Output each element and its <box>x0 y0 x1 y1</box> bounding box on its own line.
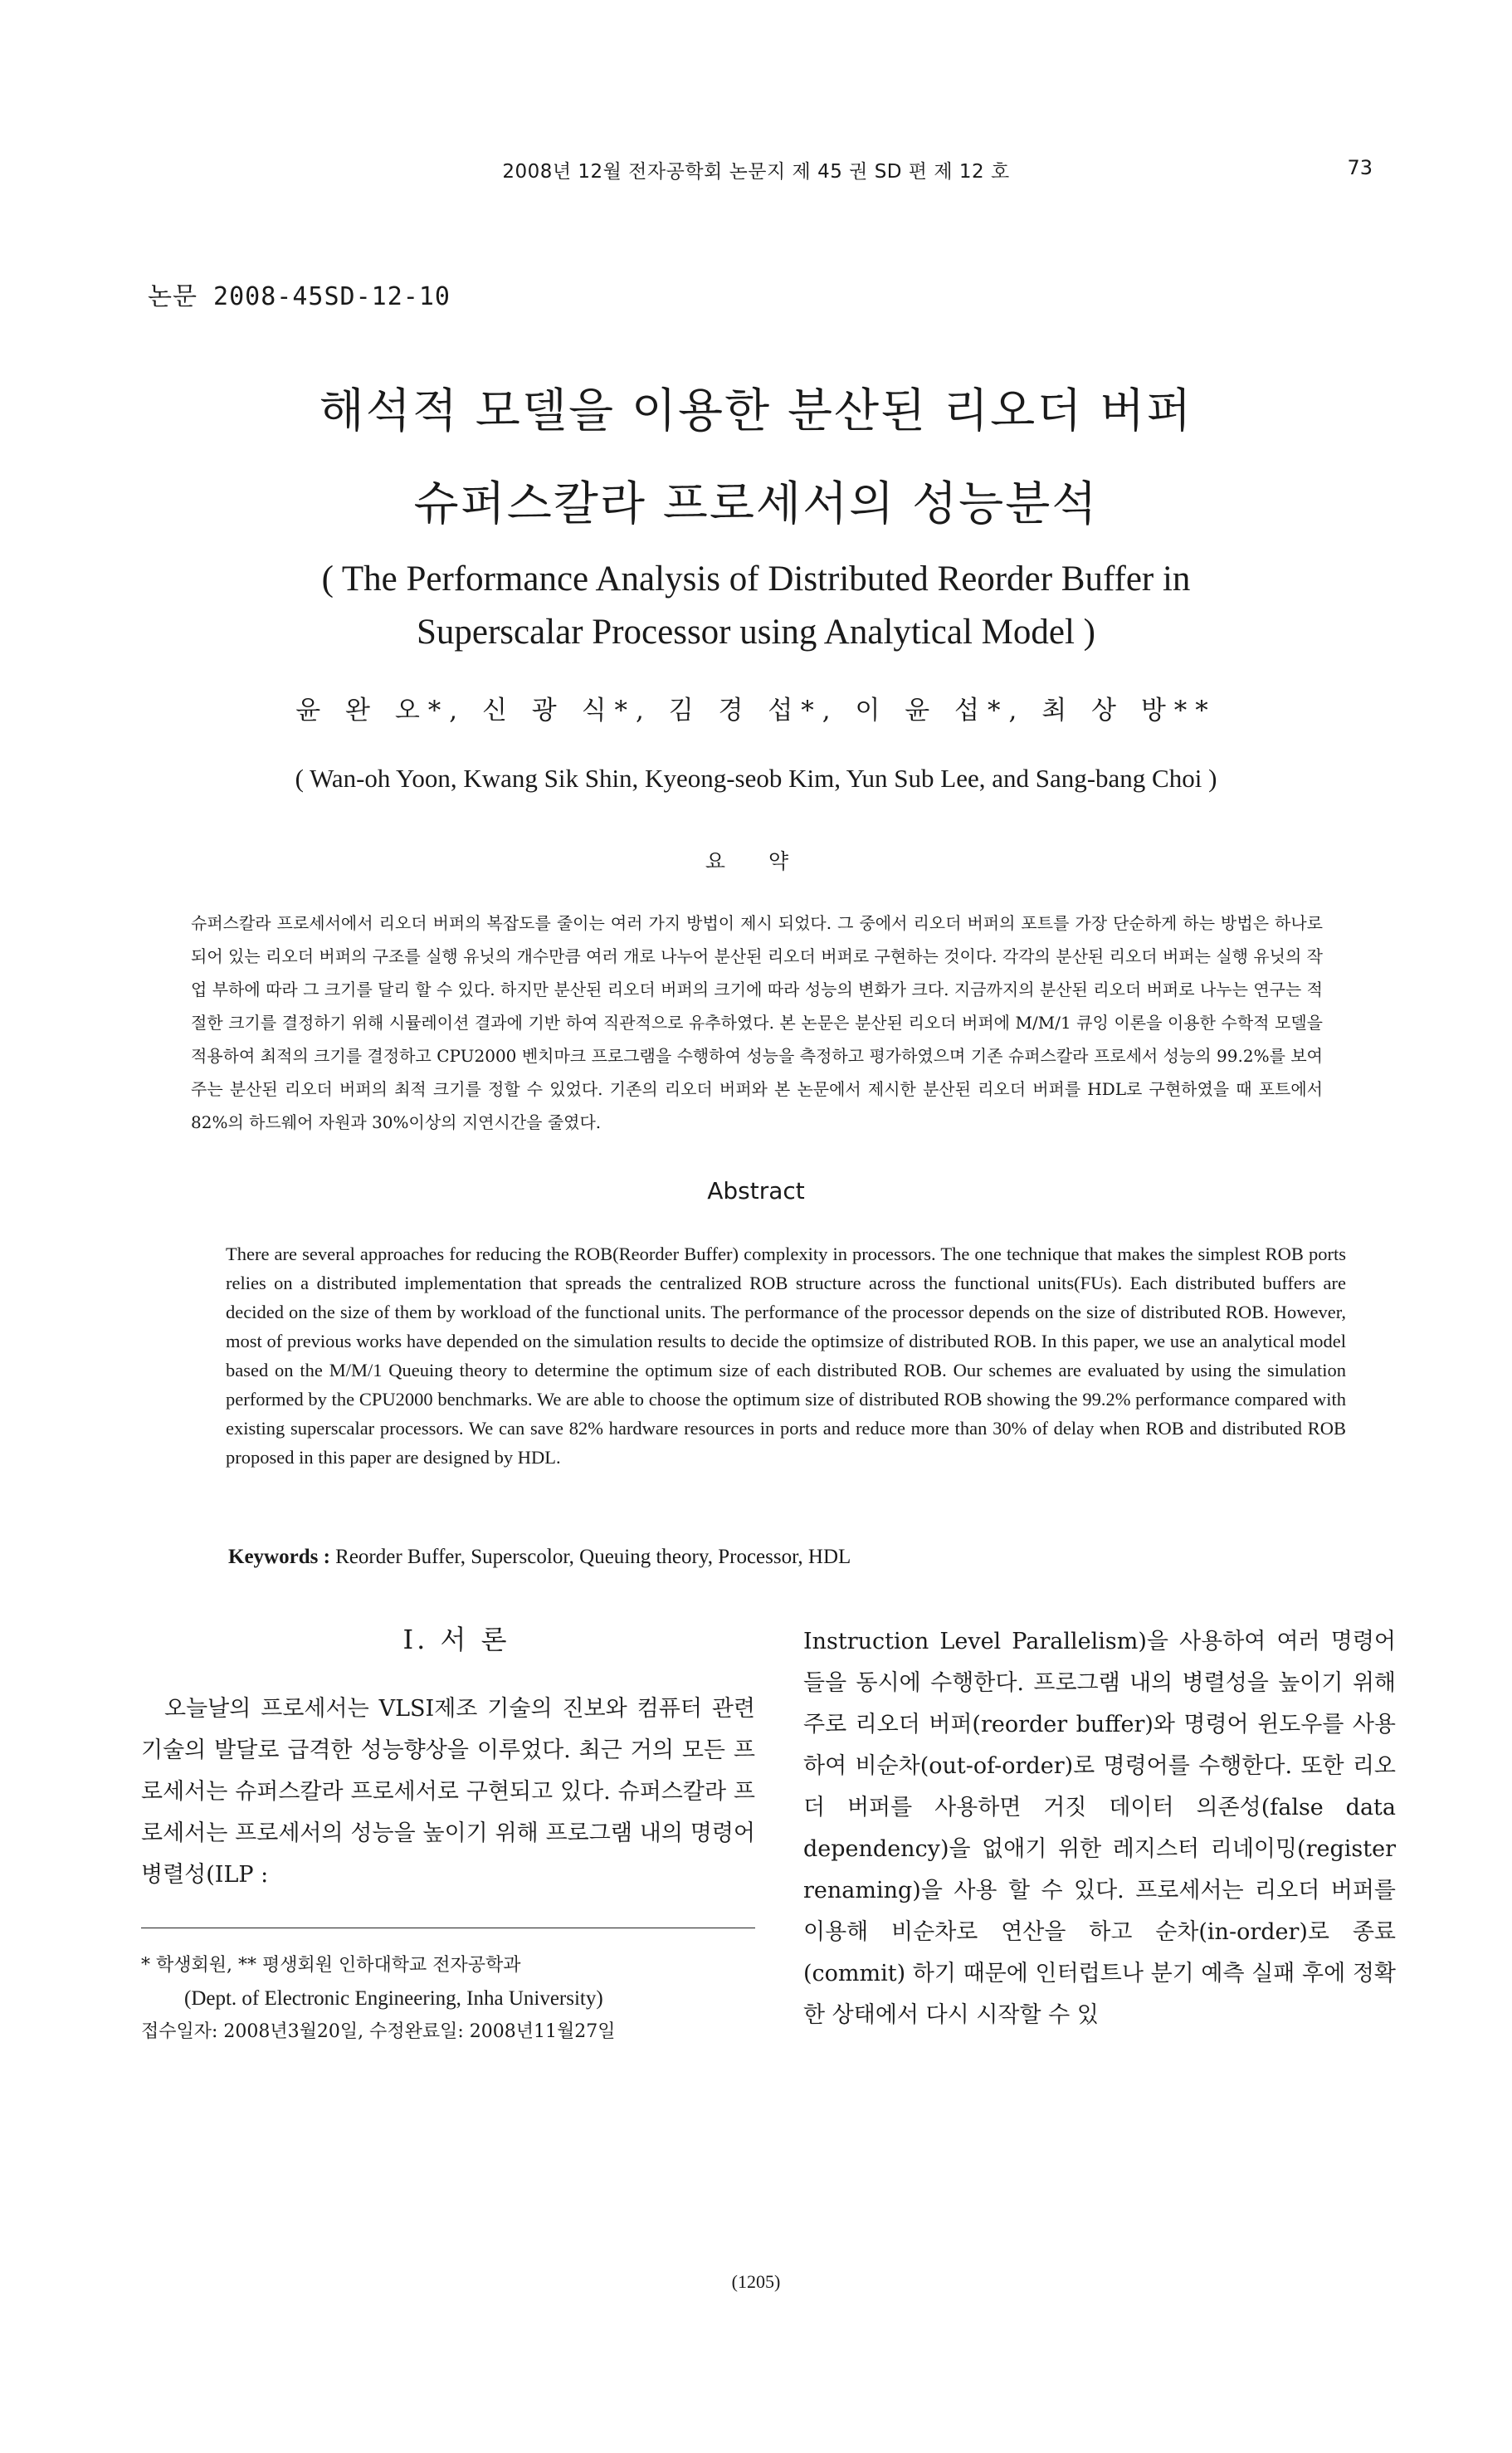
body-left-column: 오늘날의 프로세서는 VLSI제조 기술의 진보와 컴퓨터 관련 기술의 발달로 급격한 성능향상을 이루었다. 최근 거의 모든 프로세서는 슈퍼스칼라 프로세서로 구현되고 있다. 슈퍼스칼라 프로세서는 프로세서의 성능을 높이기 위해 프로그램 내의 명령어 병렬성(ILP : <box>141 1696 755 1888</box>
section-heading-introduction: I. 서 론 <box>402 1624 510 1655</box>
authors-korean: 윤 완 오*, 신 광 식*, 김 경 섭*, 이 윤 섭*, 최 상 방** <box>295 696 1217 726</box>
paper-id: 논문 2008-45SD-12-10 <box>148 282 451 311</box>
title-korean <box>0 365 1512 551</box>
authors-english: ( Wan-oh Yoon, Kwang Sik Shin, Kyeong-seob Kim, Yun Sub Lee, and Sang-bang Choi ) <box>295 764 1217 793</box>
footnote-membership: * 학생회원, ** 평생회원 인하대학교 전자공학과 <box>141 1955 521 1976</box>
title-korean-line-1: 해석적 모델을 이용한 분산된 리오더 버퍼 <box>319 384 1193 438</box>
abstract-english-heading: Abstract <box>707 1177 805 1205</box>
keywords-label: Keywords : <box>228 1546 330 1568</box>
body-right-column: Instruction Level Parallelism)을 사용하여 여러 명령어들을 동시에 수행한다. 프로그램 내의 병렬성을 높이기 위해 주로 리오더 버퍼(reorder buffer)와 명령어 윈도우를 사용하여 비순차(out-of-order)로 명령어를 수행한다. 또한 리오더 버퍼를 사용하면 거짓 데이터 의존성(false data dependency)을 없애기 위한 레지스터 리네이밍(register renaming)을 사용 할 수 있다. 프로세서는 리오더 버퍼를 이용해 비순차로 연산을 하고 순차(in-order)로 종료(commit) 하기 때문에 인터럽트나 분기 예측 실패 후에 정확한 상태에서 다시 시작할 수 있 <box>803 1629 1396 2028</box>
abstract-korean-heading: 요 약 <box>705 849 807 873</box>
footnotes <box>141 1949 755 2049</box>
keywords-text: Reorder Buffer, Superscolor, Queuing theory, Processor, HDL <box>329 1546 851 1568</box>
abstract-english-text: There are several approaches for reducing the ROB(Reorder Buffer) complexity in processors. The one technique that makes the simplest ROB ports relies on a distributed implementation that spreads the centralized ROB structure across the functional units(FUs). Each distributed buffers are decided on the size of them by workload of the functional units. The performance of the processor depends on the size of distributed ROB. However, most of previous works have depended on the simulation results to decide the optimsize of distributed ROB. In this paper, we use an analytical model based on the M/M/1 Queuing theory to determine the optimum size of each distributed ROB. Our schemes are evaluated by using the simulation performed by the CPU2000 benchmarks. We are able to choose the optimum size of distributed ROB showing the 99.2% performance compared with existing superscalar processors. We can save 82% hardware resources in ports and reduce more than 30% of delay when ROB and distributed ROB proposed in this paper are designed by HDL. <box>226 1244 1346 1468</box>
title-english <box>0 553 1512 659</box>
page-number: 73 <box>1347 156 1373 179</box>
footnote-dates: 접수일자: 2008년3월20일, 수정완료일: 2008년11월27일 <box>141 2021 616 2042</box>
footnote-affiliation: (Dept. of Electronic Engineering, Inha University) <box>184 1987 603 2010</box>
title-english-line-2: Superscalar Processor using Analytical Model ) <box>416 613 1095 652</box>
folio: (1205) <box>731 2271 781 2292</box>
abstract-korean-text: 슈퍼스칼라 프로세서에서 리오더 버퍼의 복잡도를 줄이는 여러 가지 방법이 제시 되었다. 그 중에서 리오더 버퍼의 포트를 가장 단순하게 하는 방법은 하나로 되어 있는 리오더 버퍼의 구조를 실행 유닛의 개수만큼 여러 개로 나누어 분산된 리오더 버퍼로 구현하는 것이다. 각각의 분산된 리오더 버퍼는 실행 유닛의 작업 부하에 따라 그 크기를 달리 할 수 있다. 하지만 분산된 리오더 버퍼의 크기에 따라 성능의 변화가 크다. 지금까지의 분산된 리오더 버퍼로 나누는 연구는 적절한 크기를 결정하기 위해 시뮬레이션 결과에 기반 하여 직관적으로 유추하였다. 본 논문은 분산된 리오더 버퍼에 M/M/1 큐잉 이론을 이용한 수학적 모델을 적용하여 최적의 크기를 결정하고 CPU2000 벤치마크 프로그램을 수행하여 성능을 측정하고 평가하였으며 기존 슈퍼스칼라 프로세서 성능의 99.2%를 보여주는 분산된 리오더 버퍼의 최적 크기를 정할 수 있었다. 기존의 리오더 버퍼와 본 논문에서 제시한 분산된 리오더 버퍼를 HDL로 구현하였을 때 포트에서 82%의 하드웨어 자원과 30%이상의 지연시간을 줄였다. <box>191 913 1323 1132</box>
keywords <box>228 1546 1349 1569</box>
title-korean-line-2: 슈퍼스칼라 프로세서의 성능분석 <box>413 477 1099 531</box>
running-head: 2008년 12월 전자공학회 논문지 제 45 권 SD 편 제 12 호 <box>502 161 1010 183</box>
title-english-line-1: ( The Performance Analysis of Distributed Reorder Buffer in <box>321 559 1191 599</box>
